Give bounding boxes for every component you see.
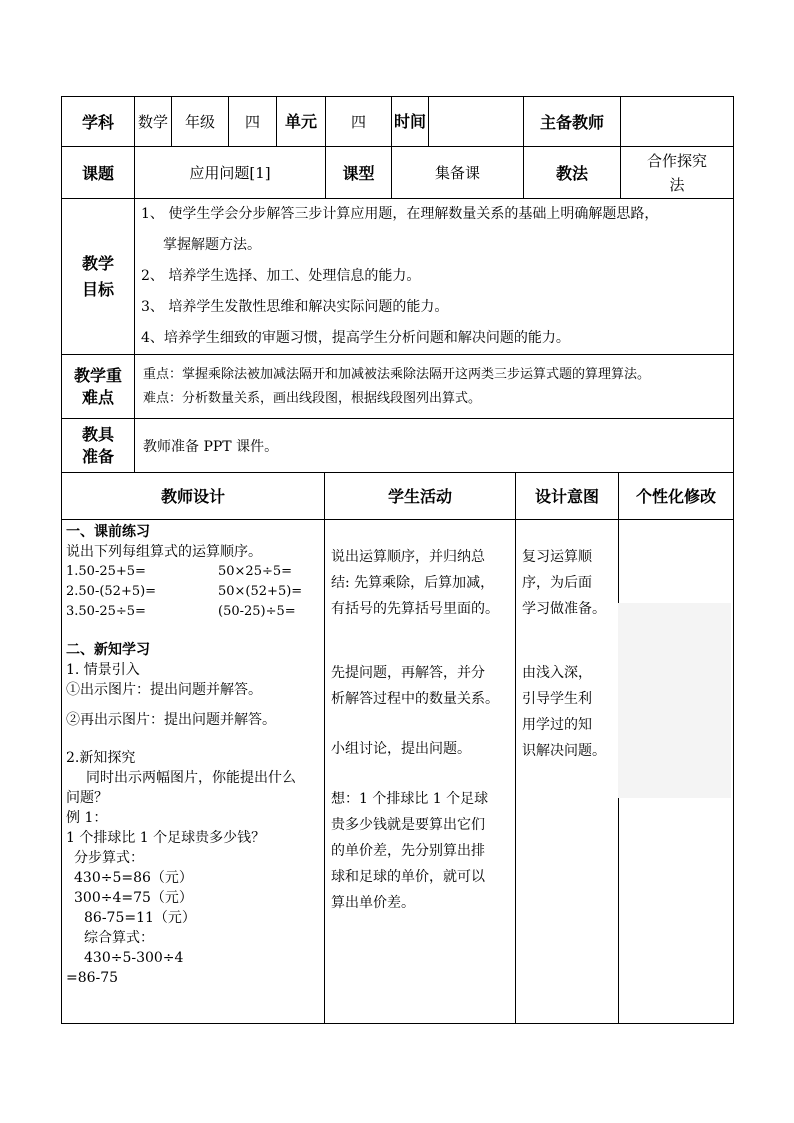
goals-content [135, 199, 734, 355]
student-line: 先提问题，再解答，并分 [331, 664, 485, 681]
scene-intro-title: 1. 情景引入 [66, 661, 140, 678]
section-new-knowledge-title: 二、新知学习 [66, 641, 150, 658]
time-value [429, 97, 524, 147]
intent-line: 学习做准备。 [522, 600, 606, 617]
exercise-left: 3.50-25÷5= [66, 603, 146, 619]
subject-label: 学科 [62, 97, 135, 147]
intent-line: 引导学生利 [522, 690, 592, 707]
spacer [66, 730, 320, 748]
teacher-design-cell [62, 519, 325, 1023]
student-line: 有括号的先算括号里面的。 [331, 600, 499, 617]
student-line: 算出单价差。 [331, 894, 415, 911]
difficult-point: 难点：分析数量关系，画出线段图，根据线段图列出算式。 [143, 390, 482, 406]
exercise-row [66, 602, 320, 622]
combined-formula-title: 综合算式： [84, 929, 154, 946]
unit-label: 单元 [277, 97, 326, 147]
teacher-design-header: 教师设计 [62, 473, 325, 519]
exercise-right: 50×25÷5= [218, 563, 293, 579]
student-line: 想：1 个排球比 1 个足球 [331, 790, 489, 807]
goal-item-3: 3、 培养学生发散性思维和解决实际问题的能力。 [141, 299, 449, 315]
intent-line: 由浅入深， [522, 664, 592, 681]
section-pre-class-intro: 说出下列每组算式的运算顺序。 [66, 543, 262, 560]
grade-label: 年级 [172, 97, 229, 147]
combined-formula-line-1: 430÷5-300÷4 [84, 949, 184, 966]
key-points-row [62, 355, 734, 419]
time-label: 时间 [392, 97, 429, 147]
key-points-content [135, 355, 734, 419]
process-header-row [62, 473, 734, 519]
student-activity-header: 学生活动 [325, 473, 516, 519]
scene-step-2: ②再出示图片：提出问题并解答。 [66, 711, 276, 728]
student-line: 球和足球的单价，就可以 [331, 868, 485, 885]
topic-row [62, 147, 734, 199]
main-teacher-value [621, 97, 734, 147]
combined-formula-line-2: =86-75 [66, 969, 119, 986]
goal-item-1-cont: 掌握解题方法。 [163, 237, 261, 253]
step-formula-title: 分步算式： [74, 849, 144, 866]
design-intent-cell [516, 519, 619, 1023]
materials-label: 教具准备 [62, 419, 135, 473]
exercise-row [66, 562, 320, 582]
section-pre-class-title: 一、课前练习 [66, 523, 150, 540]
grade-value: 四 [229, 97, 277, 147]
lesson-info-table [61, 96, 734, 473]
goals-label: 教学目标 [62, 199, 135, 355]
step-formula-3: 86-75=11（元） [84, 909, 196, 926]
explore-title: 2.新知探究 [66, 749, 136, 766]
student-line: 贵多少钱就是要算出它们 [331, 816, 485, 833]
teaching-method-value: 合作探究法 [621, 147, 734, 199]
unit-value: 四 [326, 97, 392, 147]
main-teacher-label: 主备教师 [524, 97, 621, 147]
goal-item-4: 4、培养学生细致的审题习惯，提高学生分析问题和解决问题的能力。 [141, 330, 570, 346]
student-line: 的单价差，先分别算出排 [331, 842, 485, 859]
lesson-plan-document [61, 96, 733, 1024]
intent-line: 识解决问题。 [522, 742, 606, 759]
exercise-left: 2.50-(52+5)= [66, 583, 157, 599]
spacer [66, 700, 320, 710]
student-line: 析解答过程中的数量关系。 [331, 690, 499, 707]
materials-row [62, 419, 734, 473]
materials-value: 教师准备 PPT 课件。 [135, 419, 734, 473]
exercise-row [66, 582, 320, 602]
lesson-type-label: 课型 [326, 147, 392, 199]
student-line: 说出运算顺序，并归纳总 [331, 548, 485, 565]
teaching-method-label: 教法 [524, 147, 621, 199]
step-formula-1: 430÷5=86（元） [74, 869, 193, 886]
goal-item-1: 1、 使学生学会分步解答三步计算应用题，在理解数量关系的基础上明确解题思路， [141, 206, 659, 222]
exercise-right: (50-25)÷5= [218, 603, 296, 619]
intent-line: 序，为后面 [522, 574, 592, 591]
lesson-type-value: 集备课 [392, 147, 524, 199]
key-point: 重点：掌握乘除法被加减法隔开和加减被法乘除法隔开这两类三步运算式题的算理算法。 [143, 366, 651, 382]
personal-edit-header: 个性化修改 [619, 473, 734, 519]
key-points-label: 教学重难点 [62, 355, 135, 419]
intent-line: 用学过的知 [522, 716, 592, 733]
design-intent-header: 设计意图 [516, 473, 619, 519]
scene-step-1: ①出示图片：提出问题并解答。 [66, 681, 262, 698]
info-row [62, 97, 734, 147]
subject-value: 数学 [135, 97, 172, 147]
explore-line-2: 问题？ [66, 789, 108, 806]
goal-item-2: 2、 培养学生选择、加工、处理信息的能力。 [141, 268, 421, 284]
student-line: 结: 先算乘除，后算加减， [331, 574, 495, 591]
goals-row [62, 199, 734, 355]
example-question: 1 个排球比 1 个足球贵多少钱？ [66, 829, 266, 846]
example-label: 例 1： [66, 809, 108, 826]
student-line: 小组讨论，提出问题。 [331, 740, 471, 757]
topic-value: 应用问题[1] [135, 147, 326, 199]
intent-line: 复习运算顺 [522, 548, 592, 565]
exercise-right: 50×(52+5)= [218, 583, 303, 599]
explore-line-1: 同时出示两幅图片，你能提出什么 [86, 769, 296, 786]
personal-edit-shaded-area [618, 603, 731, 798]
step-formula-2: 300÷4=75（元） [74, 889, 193, 906]
exercise-left: 1.50-25+5= [66, 563, 146, 579]
spacer [66, 622, 320, 640]
student-activity-cell [325, 519, 516, 1023]
topic-label: 课题 [62, 147, 135, 199]
